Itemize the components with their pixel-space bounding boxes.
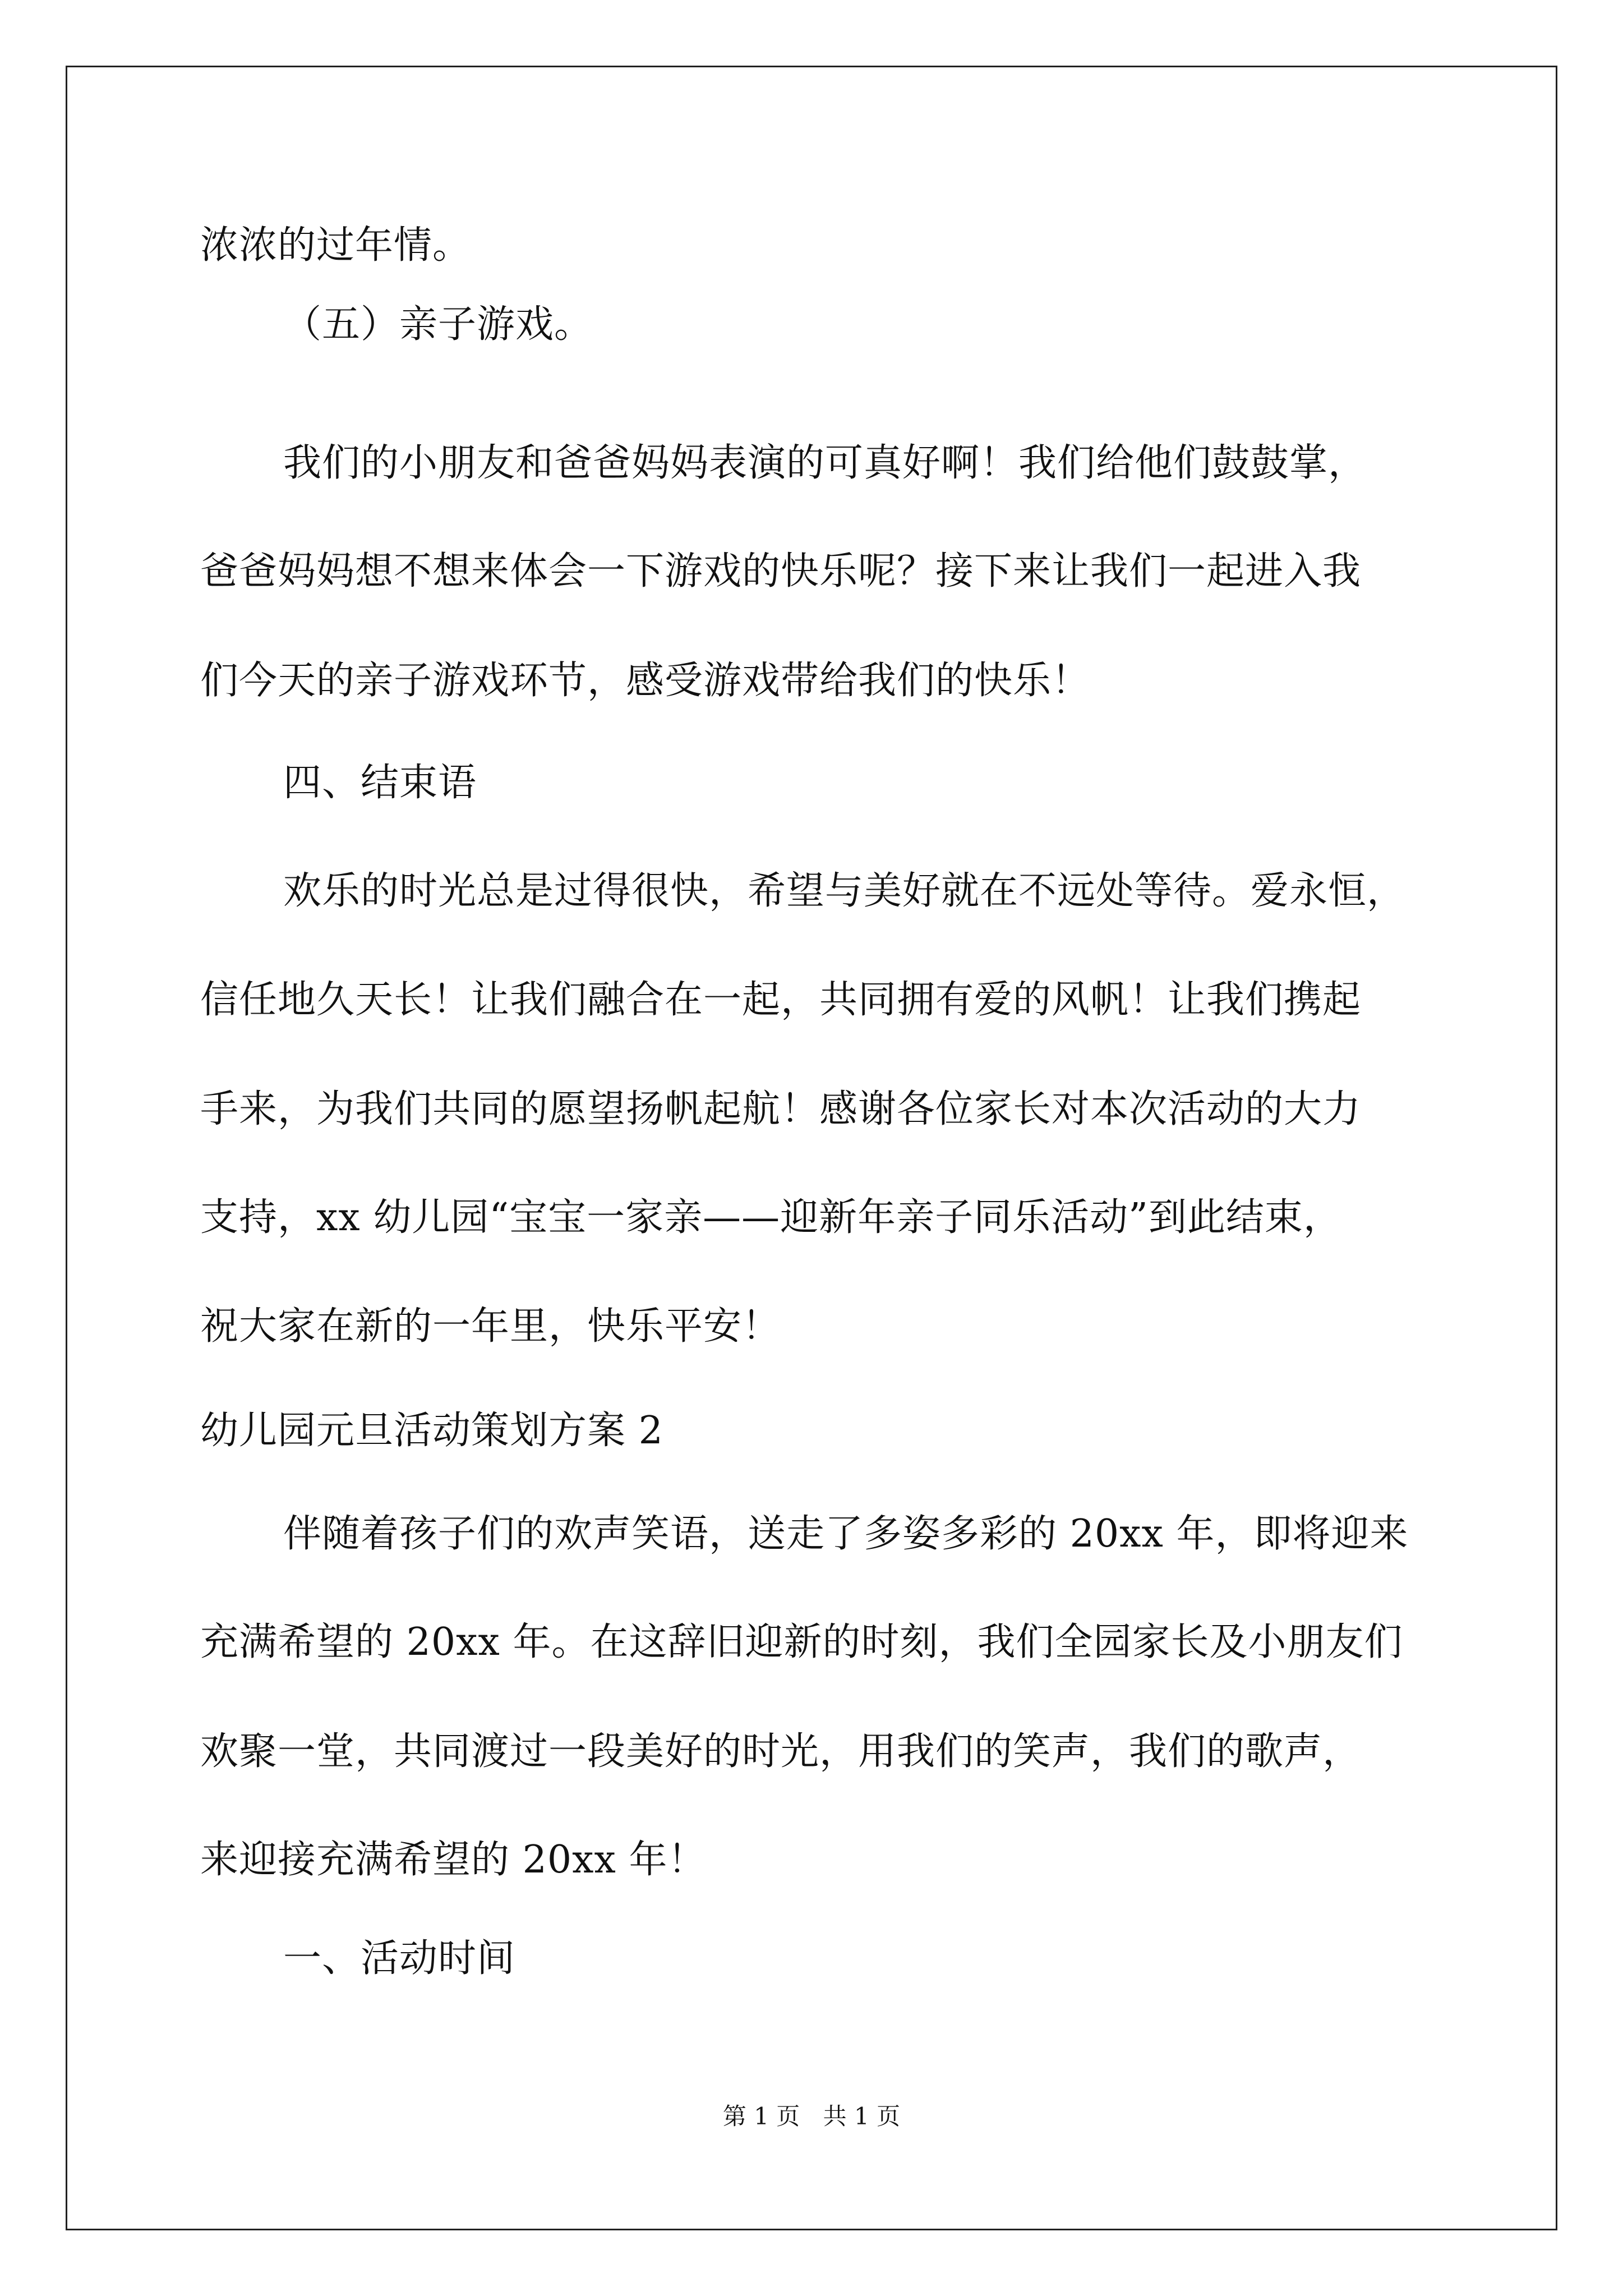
paragraph-line: 欢乐的时光总是过得很快，希望与美好就在不远处等待。爱永恒， (283, 869, 1406, 913)
paragraph-line: 伴随着孩子们的欢声笑语，送走了多姿多彩的 20xx 年，即将迎来 (283, 1512, 1409, 1556)
page-number-total: 共 1 页 (823, 2102, 901, 2130)
paragraph-line: 浓浓的过年情。 (200, 223, 472, 268)
paragraph-line: 祝大家在新的一年里，快乐平安！ (200, 1304, 781, 1349)
paragraph-line: 欢聚一堂，共同渡过一段美好的时光，用我们的笑声，我们的歌声， (200, 1729, 1362, 1774)
paragraph-line: 爸爸妈妈想不想来体会一下游戏的快乐呢？接下来让我们一起进入我 (200, 549, 1362, 593)
paragraph-line: 手来，为我们共同的愿望扬帆起航！感谢各位家长对本次活动的大力 (200, 1087, 1362, 1131)
paragraph-line: 来迎接充满希望的 20xx 年！ (200, 1838, 707, 1882)
paragraph-line: 信任地久天长！让我们融合在一起，共同拥有爱的风帆！让我们携起 (200, 978, 1362, 1022)
paragraph-line: 们今天的亲子游戏环节，感受游戏带给我们的快乐！ (200, 659, 1091, 703)
document-title: 幼儿园元旦活动策划方案 2 (200, 1409, 663, 1453)
paragraph-line: 支持，xx 幼儿园“宝宝一家亲——迎新年亲子同乐活动”到此结束， (200, 1195, 1342, 1240)
section-heading: 一、活动时间 (283, 1936, 516, 1981)
section-heading: （五）亲子游戏。 (283, 302, 593, 347)
paragraph-line: 我们的小朋友和爸爸妈妈表演的可真好啊！我们给他们鼓鼓掌， (283, 441, 1367, 485)
paragraph-line: 充满希望的 20xx 年。在这辞旧迎新的时刻，我们全园家长及小朋友们 (200, 1620, 1403, 1664)
page-number-current: 第 1 页 (722, 2102, 800, 2130)
page-border (66, 66, 1557, 2230)
page-footer (0, 2102, 1623, 2131)
section-heading: 四、结束语 (283, 761, 477, 805)
